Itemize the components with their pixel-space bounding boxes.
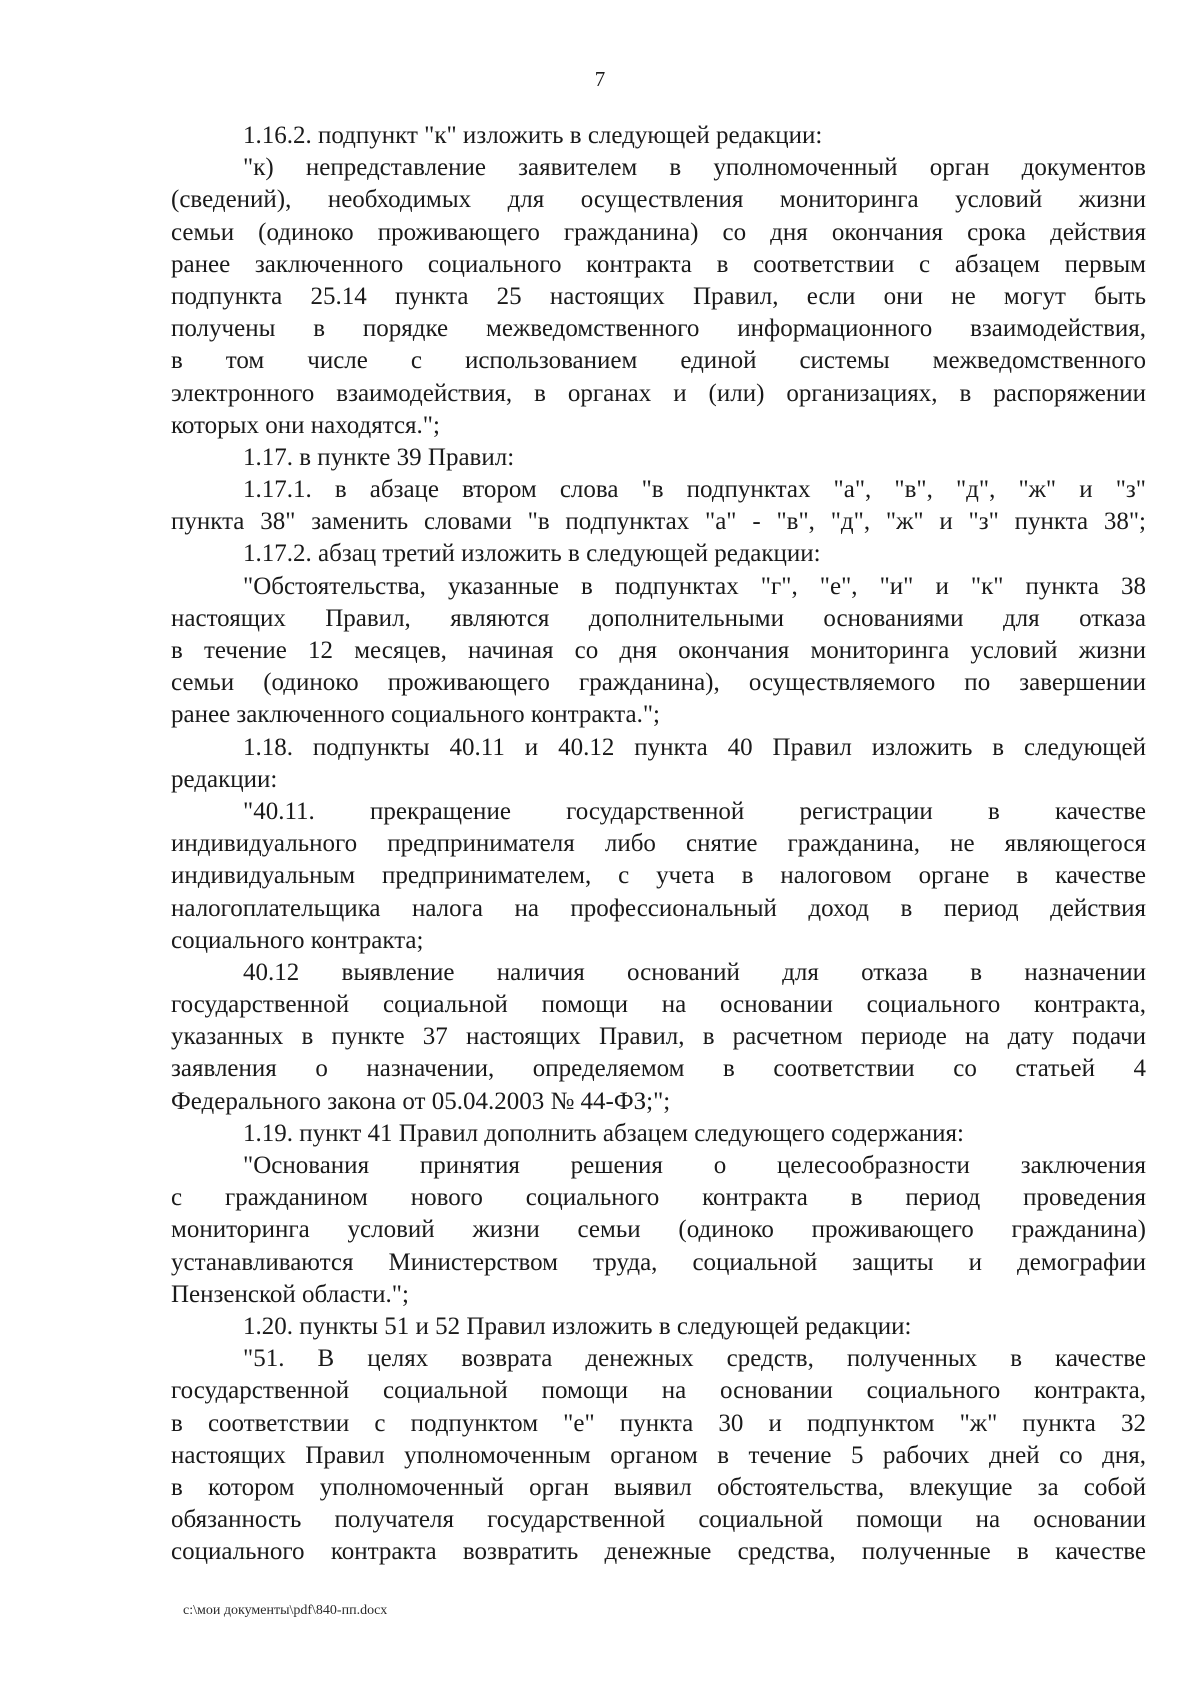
text-line: Пензенской области."; <box>171 1280 409 1308</box>
text-line: 1.19. пункт 41 Правил дополнить абзацем следующего содержания: <box>243 1119 964 1147</box>
text-line: ранее заключенного социального контракта в соответствии с абзацем первым <box>171 250 1146 278</box>
text-line: получены в порядке межведомственного информационного взаимодействия, <box>171 315 1146 343</box>
text-line: подпункта 25.14 пункта 25 настоящих Правил, если они не могут быть <box>171 282 1146 310</box>
text-line: мониторинга условий жизни семьи (одиноко проживающего гражданина) <box>171 1216 1146 1244</box>
text-line: настоящих Правил уполномоченным органом в течение 5 рабочих дней со дня, <box>171 1441 1146 1469</box>
text-line: 1.16.2. подпункт "к" изложить в следующей редакции: <box>243 122 823 149</box>
text-line: "40.11. прекращение государственной регистрации в качестве <box>243 797 1146 825</box>
text-line: "51. В целях возврата денежных средств, полученных в качестве <box>243 1345 1146 1373</box>
text-line: семьи (одиноко проживающего гражданина), осуществляемого по завершении <box>171 669 1146 697</box>
text-line: Федерального закона от 05.04.2003 № 44-ФЗ;"; <box>171 1087 671 1115</box>
text-line: с гражданином нового социального контракта в период проведения <box>171 1184 1146 1212</box>
text-line: государственной социальной помощи на основании социального контракта, <box>171 991 1146 1019</box>
text-line: социального контракта; <box>171 926 424 954</box>
document-body <box>171 120 1146 1568</box>
text-line: индивидуального предпринимателя либо снятие гражданина, не являющегося <box>171 830 1146 858</box>
text-line: 1.17.1. в абзаце втором слова "в подпунктах "а", "в", "д", "ж" и "з" <box>243 476 1146 504</box>
text-line: ранее заключенного социального контракта."; <box>171 701 660 729</box>
text-line: в котором уполномоченный орган выявил обстоятельства, влекущие за собой <box>171 1473 1146 1501</box>
text-line: налогоплательщика налога на профессиональный доход в период действия <box>171 894 1146 922</box>
text-line: обязанность получателя государственной социальной помощи на основании <box>171 1506 1146 1534</box>
text-line: в том числе с использованием единой системы межведомственного <box>171 347 1146 375</box>
text-line: пункта 38" заменить словами "в подпунктах "а" - "в", "д", "ж" и "з" пункта 38"; <box>171 508 1146 536</box>
text-line: социального контракта возвратить денежные средства, полученные в качестве <box>171 1538 1146 1566</box>
text-line: электронного взаимодействия, в органах и (или) организациях, в распоряжении <box>171 379 1146 407</box>
file-path-footer: c:\мои документы\pdf\840-пп.docx <box>183 1603 388 1618</box>
text-line: 1.20. пункты 51 и 52 Правил изложить в следующей редакции: <box>243 1312 912 1340</box>
text-line: в соответствии с подпунктом "е" пункта 30 и подпунктом "ж" пункта 32 <box>171 1409 1146 1437</box>
text-line: индивидуальным предпринимателем, с учета в налоговом органе в качестве <box>171 862 1146 890</box>
text-line: 1.18. подпункты 40.11 и 40.12 пункта 40 Правил изложить в следующей <box>243 733 1146 761</box>
text-line: заявления о назначении, определяемом в соответствии со статьей 4 <box>171 1055 1146 1083</box>
text-line: "Обстоятельства, указанные в подпунктах "г", "е", "и" и "к" пункта 38 <box>243 572 1146 600</box>
text-line: которых они находятся."; <box>171 411 440 439</box>
text-line: "Основания принятия решения о целесообразности заключения <box>243 1152 1146 1179</box>
text-line: государственной социальной помощи на основании социального контракта, <box>171 1377 1146 1405</box>
text-line: устанавливаются Министерством труда, социальной защиты и демографии <box>171 1248 1146 1276</box>
text-line: 1.17. в пункте 39 Правил: <box>243 443 515 471</box>
text-line: в течение 12 месяцев, начиная со дня окончания мониторинга условий жизни <box>171 637 1146 664</box>
page-number: 7 <box>594 67 606 91</box>
text-line: указанных в пункте 37 настоящих Правил, в расчетном периоде на дату подачи <box>171 1023 1146 1051</box>
text-line: настоящих Правил, являются дополнительными основаниями для отказа <box>171 604 1146 632</box>
text-line: "к) непредставление заявителем в уполномоченный орган документов <box>243 154 1146 182</box>
text-line: (сведений), необходимых для осуществления мониторинга условий жизни <box>171 186 1146 214</box>
text-line: 40.12 выявление наличия оснований для отказа в назначении <box>243 958 1146 986</box>
text-line: 1.17.2. абзац третий изложить в следующей редакции: <box>243 540 821 568</box>
text-line: редакции: <box>171 765 278 793</box>
text-line: семьи (одиноко проживающего гражданина) со дня окончания срока действия <box>171 218 1146 246</box>
